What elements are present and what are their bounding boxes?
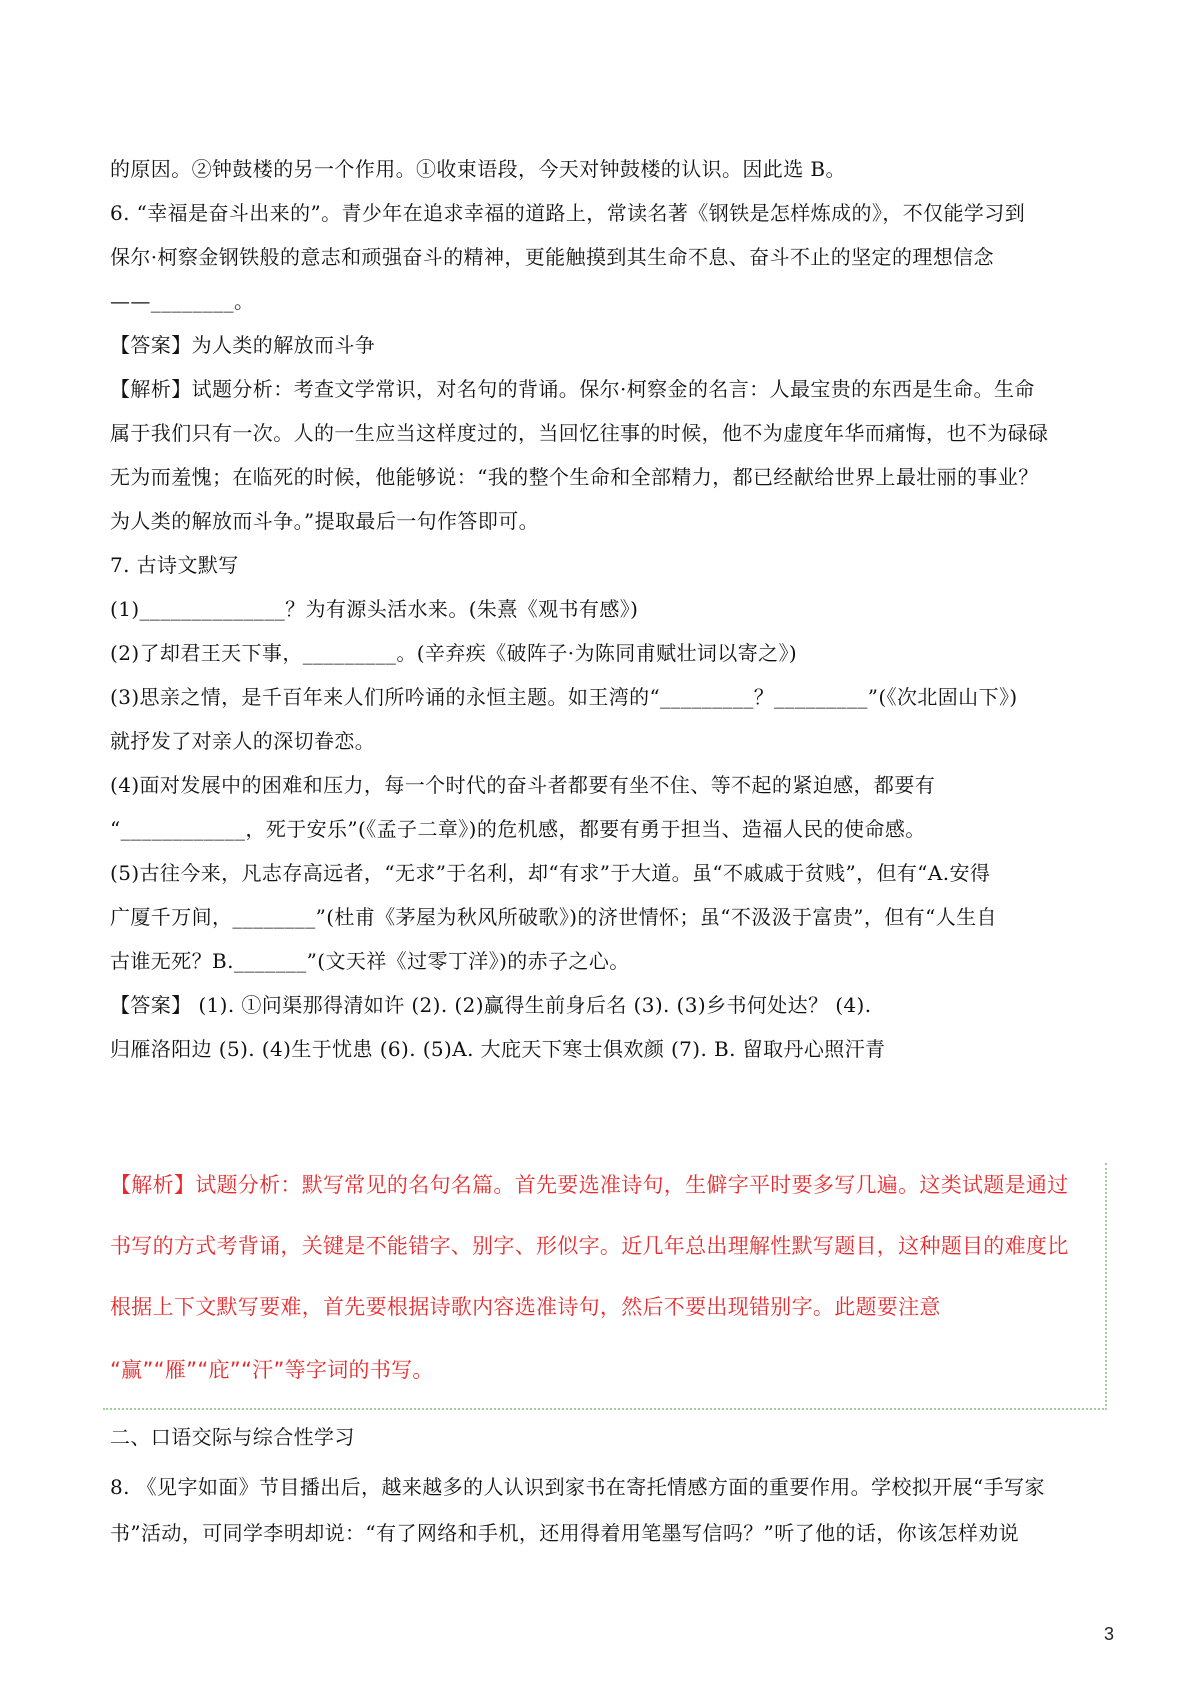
question-6-line-1: 6. “幸福是奋斗出来的”。青少年在追求幸福的道路上，常读名著《钢铁是怎样炼成的》，不仅能学习到 (110, 201, 1026, 225)
analysis-6-line-2: 属于我们只有一次。人的一生应当这样度过的，当回忆往事的时候，他不为虚度年华而痛悔，也不为碌碌 (110, 421, 1049, 445)
answer-7-line-1: 【答案】 (1). ①问渠那得清如许 (2). (2)赢得生前身后名 (3). (3)乡书何处达？ (4). (110, 993, 872, 1017)
analysis-6-line-4: 为人类的解放而斗争。”提取最后一句作答即可。 (110, 509, 540, 533)
section-heading: 二、口语交际与综合性学习 (110, 1425, 355, 1449)
page-number: 3 (1103, 1624, 1114, 1644)
question-7-part-5-end: 古谁无死？B._______”(文天祥《过零丁洋》)的赤子之心。 (110, 949, 630, 973)
question-7-part-5-cont: 广厦千万间，________”(杜甫《茅屋为秋风所破歌》)的济世情怀；虽“不汲汲于富贵”，但有“人生自 (110, 905, 997, 929)
analysis-7-line-1: 【解析】试题分析：默写常见的名句名篇。首先要选准诗句，生僻字平时要多写几遍。这类试题是通过 (110, 1173, 1069, 1197)
question-6-blank: ——________。 (110, 289, 255, 313)
analysis-7-line-2: 书写的方式考背诵，关键是不能错字、别字、形似字。近几年总出理解性默写题目，这种题目的难度比 (110, 1234, 1069, 1258)
question-7-title: 7. 古诗文默写 (110, 553, 239, 577)
answer-7-line-2: 归雁洛阳边 (5). (4)生于忧患 (6). (5)A. 大庇天下寒士俱欢颜 (7). B. 留取丹心照汗青 (110, 1037, 886, 1061)
question-6-line-2: 保尔·柯察金钢铁般的意志和顽强奋斗的精神，更能触摸到其生命不息、奋斗不止的坚定的理想信念 (110, 245, 994, 269)
answer-6: 【答案】为人类的解放而斗争 (110, 333, 376, 357)
text-line: 的原因。②钟鼓楼的另一个作用。①收束语段，今天对钟鼓楼的认识。因此选 B。 (110, 157, 846, 181)
question-7-part-4-cont: “____________，死于安乐”(《孟子二章》)的危机感，都要有勇于担当、造福人民的使命感。 (110, 817, 926, 841)
analysis-7-line-3: 根据上下文默写要难，首先要根据诗歌内容选准诗句，然后不要出现错别字。此题要注意 (110, 1295, 941, 1319)
question-7-part-1: (1)______________？为有源头活水来。(朱熹《观书有感》) (110, 597, 639, 621)
analysis-6-line-3: 无为而羞愧；在临死的时候，他能够说：“我的整个生命和全部精力，都已经献给世界上最壮丽的事业？ (110, 465, 1039, 489)
question-7-part-2: (2)了却君王天下事，_________。(辛弃疾《破阵子·为陈同甫赋壮词以寄之》) (110, 641, 798, 665)
analysis-7-line-4: “赢”“雁”“庇”“汗”等字词的书写。 (110, 1358, 434, 1382)
analysis-6-line-1: 【解析】试题分析：考查文学常识，对名句的背诵。保尔·柯察金的名言：人最宝贵的东西是生命。生命 (110, 377, 1035, 401)
question-7-part-4: (4)面对发展中的困难和压力，每一个时代的奋斗者都要有坐不住、等不起的紧迫感，都要有 (110, 773, 936, 797)
question-7-part-3: (3)思亲之情，是千百年来人们所吟诵的永恒主题。如王湾的“_________？_________”(《次北固山下》) (110, 685, 1018, 709)
question-7-part-3-cont: 就抒发了对亲人的深切眷恋。 (110, 729, 376, 753)
question-7-part-5: (5)古往今来，凡志存高远者，“无求”于名利，却“有求”于大道。虽“不戚戚于贫贱”，但有“A.安得 (110, 861, 991, 885)
question-8-line-1: 8. 《见字如面》节目播出后，越来越多的人认识到家书在寄托情感方面的重要作用。学校拟开展“手写家 (110, 1475, 1045, 1499)
question-8-line-2: 书”活动，可同学李明却说：“有了网络和手机，还用得着用笔墨写信吗？”听了他的话，你该怎样劝说 (110, 1521, 1020, 1545)
